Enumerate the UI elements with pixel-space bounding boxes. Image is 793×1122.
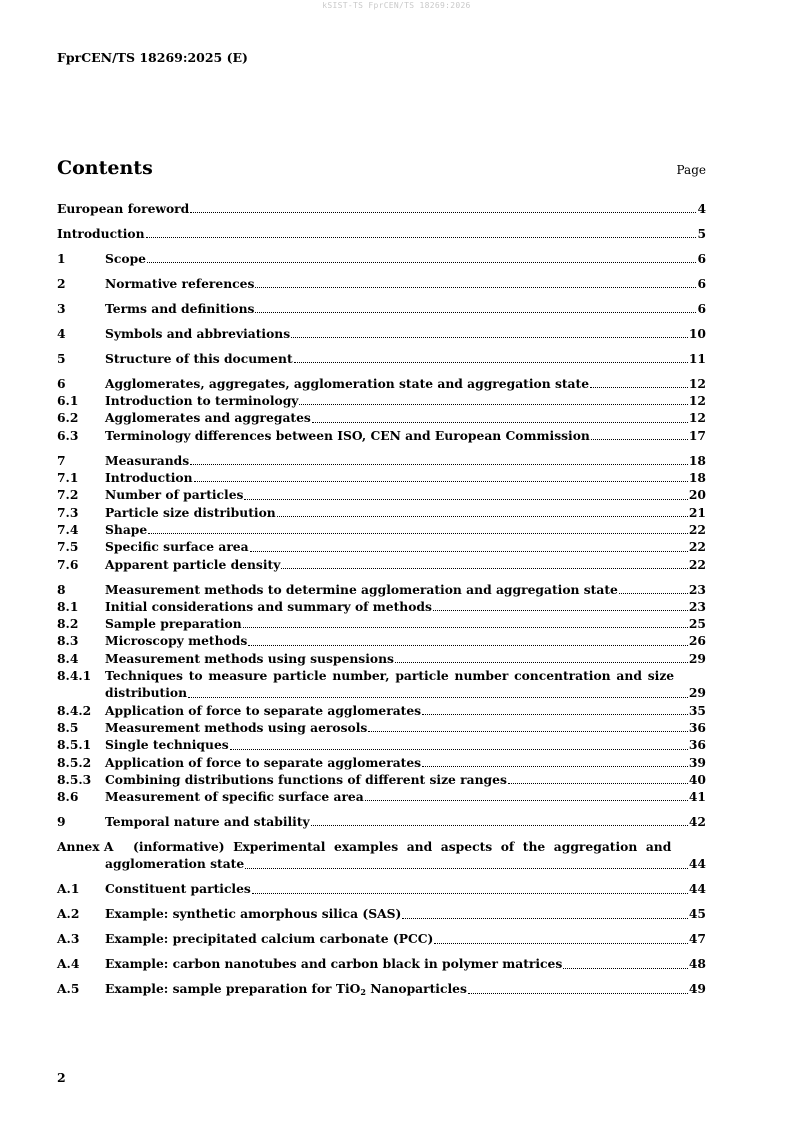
toc-title <box>105 980 467 997</box>
toc-title: Agglomerates, aggregates, agglomeration state and aggregation state <box>105 375 590 391</box>
toc-title: Example: carbon nanotubes and carbon black in polymer matrices <box>105 956 563 972</box>
toc-leader <box>248 644 688 646</box>
toc-leader <box>590 386 688 388</box>
toc-number: 8.4.2 <box>57 702 92 718</box>
toc-number: 8.4.1 <box>57 668 92 684</box>
toc-number: 8.5.1 <box>57 737 92 753</box>
toc-title-word: size <box>647 668 675 684</box>
toc-page: 29 <box>688 685 706 701</box>
toc-title: Agglomerates and aggregates <box>105 410 311 426</box>
toc-leader <box>291 336 688 338</box>
toc-leader <box>508 782 688 784</box>
toc-title-word: (informative) <box>133 839 225 855</box>
toc-entry-6-3[interactable] <box>57 427 706 444</box>
toc-leader <box>563 967 688 969</box>
toc-entry-3[interactable] <box>57 300 706 317</box>
toc-title-word: concentration <box>514 668 611 684</box>
toc-page: 10 <box>688 325 706 341</box>
toc-title-line-1 <box>133 838 706 855</box>
toc-page: 20 <box>688 487 706 503</box>
toc-page: 42 <box>688 814 706 830</box>
toc-title-word: examples <box>334 839 399 855</box>
toc-title: Terminology differences between ISO, CEN and European Commission <box>105 427 590 443</box>
contents-title: Contents <box>57 157 153 179</box>
toc-page: 35 <box>688 702 706 718</box>
toc-number: 8.4 <box>57 650 79 666</box>
toc-entry-a5[interactable] <box>57 980 706 997</box>
toc-title-line-2: agglomeration state <box>105 856 245 872</box>
toc-number: 8.5.2 <box>57 754 92 770</box>
toc-page: 36 <box>688 719 706 735</box>
toc-entry-8-4-2[interactable] <box>57 702 706 719</box>
toc-title: Introduction <box>57 225 145 241</box>
toc-leader <box>468 992 688 994</box>
toc-title-word: of <box>500 839 515 855</box>
toc-number: 6.3 <box>57 427 79 443</box>
toc-entry-8-6[interactable] <box>57 788 706 805</box>
toc-title: Introduction <box>105 470 193 486</box>
toc-title: Normative references <box>105 275 255 291</box>
toc-page: 40 <box>688 771 706 787</box>
toc-page: 17 <box>688 427 706 443</box>
toc-leader <box>243 626 688 628</box>
toc-title: Number of particles <box>105 487 244 503</box>
toc-title: Example: precipitated calcium carbonate (PCC) <box>105 931 434 947</box>
toc-page: 12 <box>688 393 706 409</box>
toc-title-line-2: distribution <box>105 685 188 701</box>
toc-entry-7-3[interactable] <box>57 504 706 521</box>
toc-leader <box>299 403 687 405</box>
toc-title: Particle size distribution <box>105 504 276 520</box>
toc-leader <box>255 286 696 288</box>
toc-leader <box>368 730 688 732</box>
toc-leader <box>252 892 688 894</box>
toc-leader <box>281 567 688 569</box>
toc-page: 47 <box>688 931 706 947</box>
toc-title-word: number <box>454 668 509 684</box>
toc-entry-8[interactable] <box>57 581 706 598</box>
toc-leader <box>194 480 688 482</box>
toc-entry-8-5[interactable] <box>57 719 706 736</box>
toc-number: 8.5.3 <box>57 771 92 787</box>
toc-title: Structure of this document <box>105 350 293 366</box>
toc-page: 11 <box>688 350 706 366</box>
toc-page: 44 <box>688 856 706 872</box>
toc-entry-8-1[interactable] <box>57 598 706 615</box>
toc-number: 8 <box>57 581 66 597</box>
toc-page: 48 <box>688 956 706 972</box>
toc-leader <box>190 463 688 465</box>
toc-title: Application of force to separate agglomerates <box>105 702 422 718</box>
toc-number: 9 <box>57 814 66 830</box>
toc-entry-7-2[interactable] <box>57 486 706 503</box>
toc-number: 2 <box>57 275 66 291</box>
toc-entry-2[interactable] <box>57 275 706 292</box>
toc-entry-1[interactable] <box>57 250 706 267</box>
toc-leader <box>255 311 696 313</box>
toc-leader <box>147 261 696 263</box>
toc-number: 7.2 <box>57 487 79 503</box>
toc-leader <box>422 765 688 767</box>
toc-title-word: particle <box>395 668 449 684</box>
toc-page: 22 <box>688 521 706 537</box>
toc-entry-7-1[interactable] <box>57 469 706 486</box>
toc-page: 49 <box>688 981 706 997</box>
toc-leader <box>395 661 688 663</box>
toc-title: Constituent particles <box>105 881 251 897</box>
toc-leader <box>433 609 688 611</box>
toc-page: 6 <box>697 300 706 316</box>
toc-number: 7.4 <box>57 521 79 537</box>
toc-title: European foreword <box>57 201 190 216</box>
toc-entry-introduction[interactable] <box>57 225 706 242</box>
toc-title-subscript: 2 <box>360 987 366 998</box>
toc-entry-8-5-1[interactable] <box>57 736 706 753</box>
toc-number: 8.2 <box>57 616 79 632</box>
toc-leader <box>148 532 688 534</box>
toc-entry-7-5[interactable] <box>57 538 706 555</box>
toc-title-word: Techniques <box>105 668 183 684</box>
toc-entry-foreword[interactable] <box>57 200 706 217</box>
toc-number: A.2 <box>57 906 80 922</box>
toc-number: 8.3 <box>57 633 79 649</box>
toc-entry-a4[interactable] <box>57 955 706 972</box>
toc-entry-8-2[interactable] <box>57 615 706 632</box>
toc-entry-8-4-1[interactable] <box>57 667 706 702</box>
toc-title: Single techniques <box>105 737 229 753</box>
toc-title-word: Experimental <box>233 839 326 855</box>
toc-page: 4 <box>697 201 706 216</box>
toc-number: 5 <box>57 350 66 366</box>
toc-title-word: to <box>188 668 203 684</box>
toc-page: 25 <box>688 616 706 632</box>
toc-title: Temporal nature and stability <box>105 814 310 830</box>
toc-entry-8-5-3[interactable] <box>57 771 706 788</box>
toc-title: Shape <box>105 521 148 537</box>
toc-number: 6.1 <box>57 393 79 409</box>
toc-title: Terms and definitions <box>105 300 255 316</box>
toc-page: 36 <box>688 737 706 753</box>
toc-title: Specific surface area <box>105 539 249 555</box>
toc-page: 29 <box>688 650 706 666</box>
toc-title-word: and <box>406 839 433 855</box>
toc-page: 44 <box>688 881 706 897</box>
toc-entry-7-4[interactable] <box>57 521 706 538</box>
toc-title: Microscopy methods <box>105 633 248 649</box>
toc-page: 23 <box>688 598 706 614</box>
toc-title: Apparent particle density <box>105 556 281 572</box>
toc-number: 4 <box>57 325 66 341</box>
toc-entry-8-5-2[interactable] <box>57 754 706 771</box>
toc-title-word: and <box>645 839 672 855</box>
toc-number: 3 <box>57 300 66 316</box>
toc-entry-9[interactable] <box>57 813 706 830</box>
toc-page: 39 <box>688 754 706 770</box>
toc-leader <box>619 592 688 594</box>
toc-number: 8.5 <box>57 719 79 735</box>
toc-number: 6.2 <box>57 410 79 426</box>
table-of-contents <box>57 200 706 998</box>
toc-title-word: the <box>522 839 546 855</box>
toc-title: Combining distributions functions of different size ranges <box>105 771 507 787</box>
toc-page: 6 <box>697 250 706 266</box>
toc-leader <box>312 421 688 423</box>
page-column-label: Page <box>676 163 706 177</box>
toc-entry-6-2[interactable] <box>57 409 706 426</box>
toc-leader <box>190 211 696 213</box>
document-id: FprCEN/TS 18269:2025 (E) <box>57 50 248 65</box>
toc-title-word: number, <box>332 668 390 684</box>
toc-page: 21 <box>688 504 706 520</box>
toc-number: Annex A <box>57 839 114 855</box>
toc-leader <box>244 498 687 500</box>
toc-number: A.1 <box>57 881 80 897</box>
toc-page: 12 <box>688 410 706 426</box>
toc-title: Measurement methods using suspensions <box>105 650 394 666</box>
toc-page: 22 <box>688 539 706 555</box>
toc-number: 8.6 <box>57 789 79 805</box>
toc-title-word: measure <box>208 668 268 684</box>
toc-title: Sample preparation <box>105 616 242 632</box>
toc-title: Introduction to terminology <box>105 393 299 409</box>
toc-page: 26 <box>688 633 706 649</box>
toc-entry-5[interactable] <box>57 350 706 367</box>
toc-page: 5 <box>697 225 706 241</box>
toc-title-text: Nanoparticles <box>365 981 467 997</box>
toc-leader <box>230 748 688 750</box>
toc-leader <box>188 696 688 698</box>
toc-entry-7[interactable] <box>57 452 706 469</box>
toc-entry-a3[interactable] <box>57 930 706 947</box>
toc-entry-7-6[interactable] <box>57 556 706 573</box>
toc-leader <box>365 799 688 801</box>
toc-number: A.3 <box>57 931 80 947</box>
toc-title-word: and <box>616 668 642 684</box>
toc-leader <box>434 942 688 944</box>
toc-number: 1 <box>57 250 66 266</box>
toc-entry-annex-a[interactable] <box>57 838 706 873</box>
toc-title: Measurement methods to determine agglomeration and aggregation state <box>105 581 618 597</box>
toc-title-text: Example: sample preparation for TiO <box>105 981 361 997</box>
toc-number: 8.1 <box>57 598 79 614</box>
toc-title-word: aggregation <box>553 839 638 855</box>
toc-entry-8-4[interactable] <box>57 650 706 667</box>
toc-leader <box>250 550 688 552</box>
toc-title: Measurement of specific surface area <box>105 789 364 805</box>
toc-leader <box>422 713 688 715</box>
toc-page: 6 <box>697 275 706 291</box>
toc-leader <box>402 917 688 919</box>
toc-title-word: particle <box>273 668 327 684</box>
toc-page: 18 <box>688 452 706 468</box>
toc-number: 7.1 <box>57 470 79 486</box>
toc-entry-a1[interactable] <box>57 880 706 897</box>
toc-title-word: aspects <box>440 839 493 855</box>
toc-page: 41 <box>688 789 706 805</box>
toc-title-line-1 <box>105 667 706 684</box>
toc-leader <box>591 438 688 440</box>
toc-leader <box>245 867 688 869</box>
toc-leader <box>294 361 688 363</box>
toc-title: Initial considerations and summary of methods <box>105 598 432 614</box>
page-number: 2 <box>57 1070 66 1085</box>
toc-number: A.5 <box>57 981 80 997</box>
toc-page: 12 <box>688 375 706 391</box>
toc-title: Symbols and abbreviations <box>105 325 291 341</box>
toc-title: Example: synthetic amorphous silica (SAS) <box>105 906 402 922</box>
toc-number: 7 <box>57 452 66 468</box>
toc-title: Scope <box>105 250 146 266</box>
toc-number: A.4 <box>57 956 80 972</box>
toc-entry-8-3[interactable] <box>57 632 706 649</box>
toc-entry-6-1[interactable] <box>57 392 706 409</box>
toc-entry-a2[interactable] <box>57 905 706 922</box>
toc-leader <box>311 824 688 826</box>
toc-number: 6 <box>57 375 66 391</box>
toc-title: Measurands <box>105 452 190 468</box>
toc-page: 45 <box>688 906 706 922</box>
watermark: kSIST-TS FprCEN/TS 18269:2026 <box>322 1 471 10</box>
toc-leader <box>277 515 688 517</box>
toc-number: 7.6 <box>57 556 79 572</box>
toc-page: 22 <box>688 556 706 572</box>
toc-leader <box>146 236 697 238</box>
toc-title: Measurement methods using aerosols <box>105 719 368 735</box>
toc-entry-4[interactable] <box>57 325 706 342</box>
toc-number: 7.3 <box>57 504 79 520</box>
toc-page: 18 <box>688 470 706 486</box>
toc-entry-6[interactable] <box>57 375 706 392</box>
toc-number: 7.5 <box>57 539 79 555</box>
toc-title: Application of force to separate agglomerates <box>105 754 422 770</box>
toc-page: 23 <box>688 581 706 597</box>
